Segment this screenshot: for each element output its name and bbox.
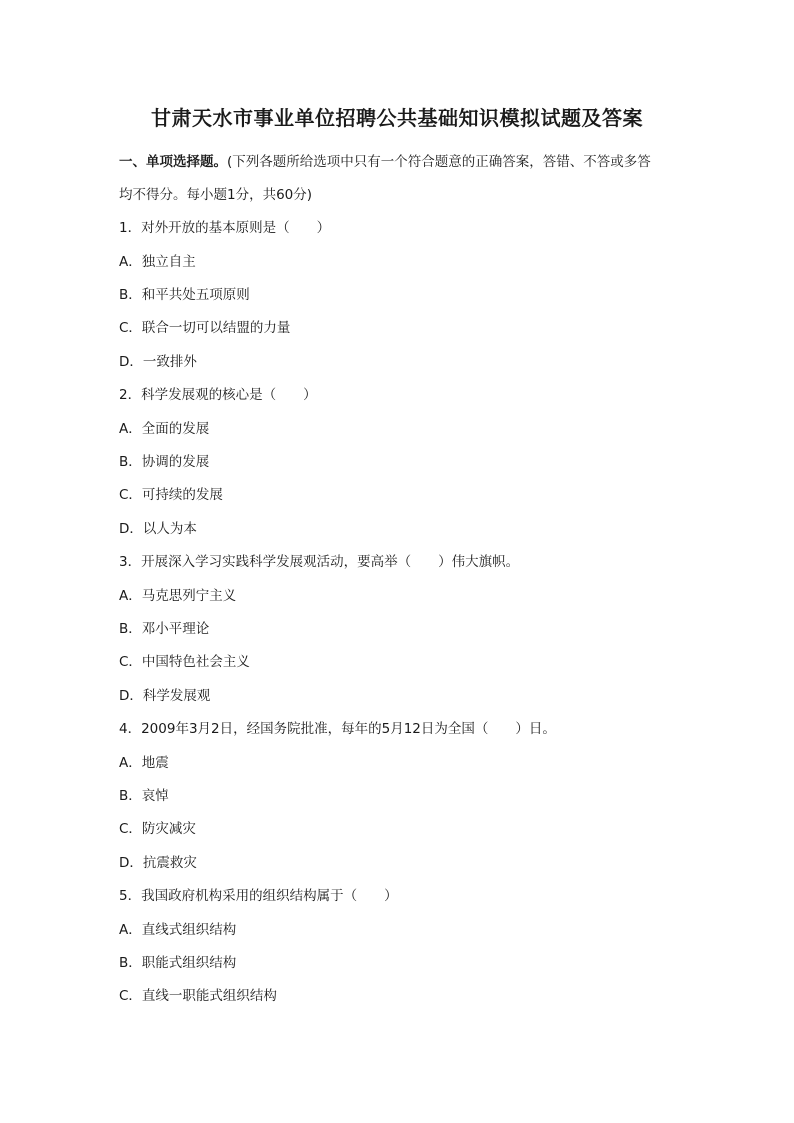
- question-3-option-a: A．马克思列宁主义: [119, 588, 237, 604]
- question-3-option-c: C．中国特色社会主义: [119, 654, 250, 670]
- section-instruction-text-1: (下列各题所给选项中只有一个符合题意的正确答案，答错、不答或多答: [227, 154, 651, 170]
- question-2-option-a: A．全面的发展: [119, 421, 210, 437]
- question-5-option-a: A．直线式组织结构: [119, 922, 237, 938]
- question-5-option-b: B．职能式组织结构: [119, 955, 237, 971]
- question-1-stem: 1．对外开放的基本原则是（ ）: [119, 220, 331, 236]
- question-2-option-c: C．可持续的发展: [119, 487, 223, 503]
- section-instruction-line-2: 均不得分。每小题1分，共60分): [119, 187, 313, 203]
- question-5-option-c: C．直线一职能式组织结构: [119, 988, 277, 1004]
- question-1-option-c: C．联合一切可以结盟的力量: [119, 320, 291, 336]
- question-1-option-a: A．独立自主: [119, 254, 196, 270]
- question-5-stem: 5．我国政府机构采用的组织结构属于（ ）: [119, 888, 398, 904]
- question-2-stem: 2．科学发展观的核心是（ ）: [119, 387, 317, 403]
- question-4-option-c: C．防灾减灾: [119, 821, 196, 837]
- question-4-option-b: B．哀悼: [119, 788, 169, 804]
- question-3-option-b: B．邓小平理论: [119, 621, 210, 637]
- question-4-option-a: A．地震: [119, 755, 169, 771]
- question-2-option-b: B．协调的发展: [119, 454, 210, 470]
- section-heading: 一、单项选择题。: [119, 154, 227, 170]
- question-4-stem: 4．2009年3月2日，经国务院批准，每年的5月12日为全国（ ）日。: [119, 721, 556, 737]
- question-1-option-d: D．一致排外: [119, 354, 197, 370]
- document-title: 甘肃天水市事业单位招聘公共基础知识模拟试题及答案: [151, 106, 643, 130]
- question-4-option-d: D．抗震救灾: [119, 855, 197, 871]
- question-3-stem: 3．开展深入学习实践科学发展观活动，要高举（ ）伟大旗帜。: [119, 554, 520, 570]
- question-2-option-d: D．以人为本: [119, 521, 197, 537]
- question-1-option-b: B．和平共处五项原则: [119, 287, 250, 303]
- section-instruction-line-1: [119, 152, 651, 172]
- question-3-option-d: D．科学发展观: [119, 688, 211, 704]
